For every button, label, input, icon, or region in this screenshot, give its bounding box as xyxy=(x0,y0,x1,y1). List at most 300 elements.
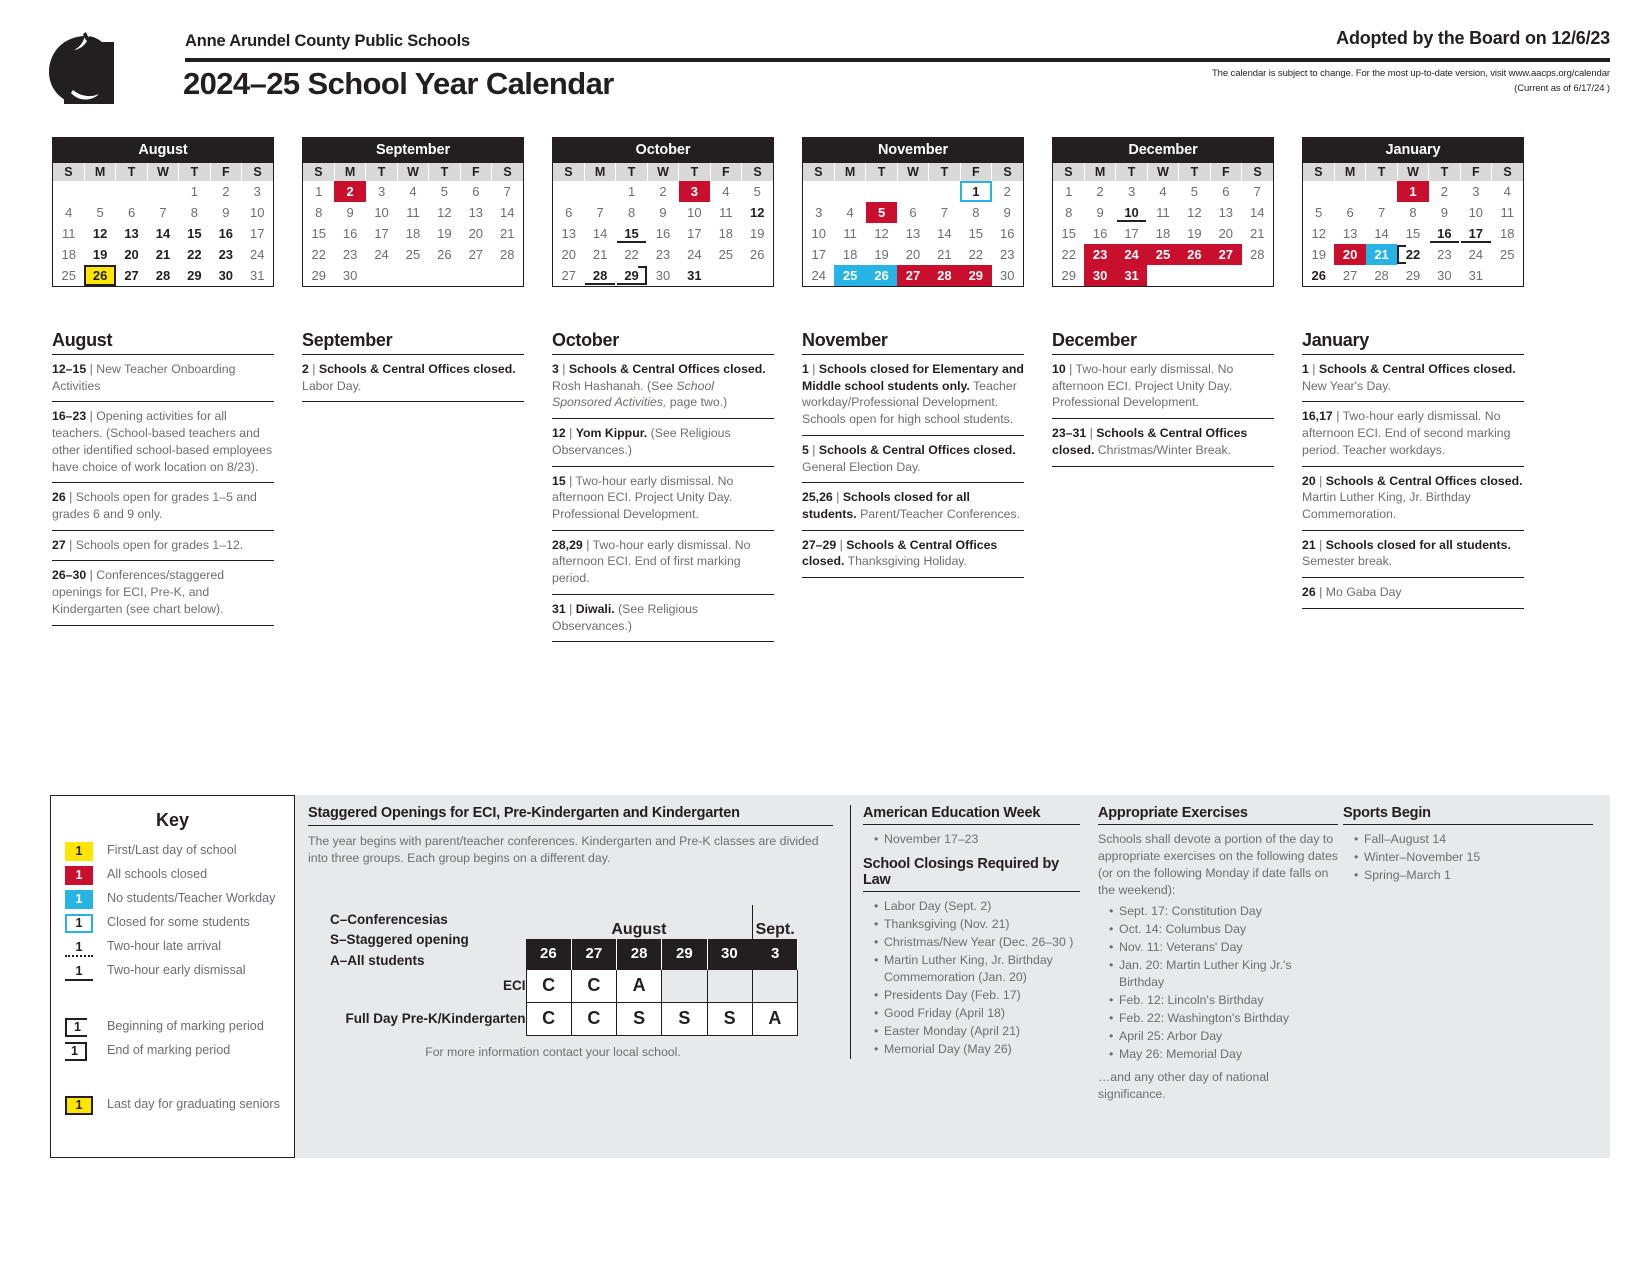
day-cell[interactable] xyxy=(803,202,834,223)
day-cell[interactable] xyxy=(1366,202,1397,223)
day-number: 19 xyxy=(1187,226,1202,241)
week-row xyxy=(53,244,273,265)
staggered-month-header: August xyxy=(611,921,667,938)
week-row xyxy=(1303,223,1523,244)
notes-month-heading: November xyxy=(802,330,888,350)
day-cell[interactable] xyxy=(1147,181,1178,202)
month-name-header: November xyxy=(803,138,1023,163)
day-cell[interactable] xyxy=(242,244,273,265)
day-cell[interactable] xyxy=(897,265,928,286)
spacer-cell xyxy=(308,905,526,939)
day-number: 10 xyxy=(1468,205,1484,220)
day-number: 19 xyxy=(92,247,108,262)
day-number: 8 xyxy=(190,205,199,220)
key-swatch: 1 xyxy=(65,866,93,885)
day-cell[interactable] xyxy=(1084,181,1115,202)
day-cell[interactable] xyxy=(366,223,397,244)
day-cell[interactable] xyxy=(1210,202,1241,223)
weekday-header: S xyxy=(742,163,773,181)
day-cell[interactable] xyxy=(147,202,178,223)
day-cell[interactable] xyxy=(147,223,178,244)
american-education-week-item: • November 17–23 xyxy=(884,831,1080,848)
day-cell[interactable] xyxy=(803,265,834,286)
day-cell[interactable] xyxy=(1397,223,1428,244)
calendar-note-item: 16–23 | Opening activities for all teachers. (School-based teachers and other identified school-based employees have choice of work location on 8/23). xyxy=(52,401,274,482)
day-cell[interactable] xyxy=(647,244,678,265)
day-number: 12 xyxy=(1311,226,1326,241)
day-cell[interactable] xyxy=(834,265,865,286)
day-cell[interactable] xyxy=(1460,181,1491,202)
day-number: 14 xyxy=(1374,226,1389,241)
weekday-header: M xyxy=(584,163,615,181)
week-row xyxy=(803,181,1023,202)
day-cell[interactable] xyxy=(179,181,210,202)
day-cell[interactable] xyxy=(1460,223,1491,244)
key-swatch: 1 xyxy=(65,1018,87,1037)
staggered-row-label: Full Day Pre-K/Kindergarten xyxy=(345,1011,526,1026)
day-cell[interactable] xyxy=(553,265,584,286)
day-cell[interactable] xyxy=(179,265,210,286)
day-cell[interactable] xyxy=(84,223,115,244)
week-row xyxy=(553,244,773,265)
day-cell[interactable] xyxy=(616,244,647,265)
month-name-header: August xyxy=(53,138,273,163)
day-cell[interactable] xyxy=(1429,181,1460,202)
day-cell[interactable] xyxy=(366,244,397,265)
day-cell[interactable] xyxy=(929,202,960,223)
calendar-note-item: 15 | Two-hour early dismissal. No afternoon ECI. Project Unity Day. Professional Development. xyxy=(552,466,774,530)
day-cell[interactable] xyxy=(866,202,897,223)
day-cell[interactable] xyxy=(1460,202,1491,223)
day-cell[interactable] xyxy=(1242,244,1273,265)
day-cell[interactable] xyxy=(53,223,84,244)
day-cell[interactable] xyxy=(366,202,397,223)
day-cell[interactable] xyxy=(584,202,615,223)
day-cell[interactable] xyxy=(492,202,523,223)
day-cell[interactable] xyxy=(1242,202,1273,223)
day-cell[interactable] xyxy=(303,244,334,265)
day-cell[interactable] xyxy=(1210,181,1241,202)
day-cell[interactable] xyxy=(210,265,241,286)
day-cell[interactable] xyxy=(647,265,678,286)
day-cell[interactable] xyxy=(1116,181,1147,202)
day-cell[interactable] xyxy=(647,223,678,244)
day-cell[interactable] xyxy=(834,223,865,244)
day-number: 24 xyxy=(1116,244,1147,265)
key-label: End of marking period xyxy=(107,1043,231,1057)
day-cell[interactable] xyxy=(397,223,428,244)
day-number: 6 xyxy=(127,205,136,220)
day-cell[interactable] xyxy=(992,265,1023,286)
day-cell[interactable] xyxy=(584,265,615,286)
weekday-header: S xyxy=(303,163,334,181)
day-number: 26 xyxy=(866,265,897,286)
weekday-header: S xyxy=(1492,163,1523,181)
day-cell[interactable] xyxy=(1147,223,1178,244)
day-cell[interactable] xyxy=(803,244,834,265)
day-cell[interactable] xyxy=(397,202,428,223)
day-cell[interactable] xyxy=(742,223,773,244)
day-cell[interactable] xyxy=(1084,202,1115,223)
key-swatch: 1 xyxy=(65,1042,87,1061)
day-number: 19 xyxy=(1311,247,1326,262)
calendar-note-item: 26 | Mo Gaba Day xyxy=(1302,577,1524,609)
day-cell[interactable] xyxy=(366,181,397,202)
day-cell[interactable] xyxy=(1303,223,1334,244)
notes-month-heading: October xyxy=(552,330,619,350)
day-cell[interactable] xyxy=(1397,181,1428,202)
calendar-note-item: 20 | Schools & Central Offices closed. Martin Luther King, Jr. Birthday Commemoration. xyxy=(1302,466,1524,530)
weekday-header: S xyxy=(1303,163,1334,181)
key-title: Key xyxy=(155,810,190,830)
day-cell[interactable] xyxy=(1084,244,1115,265)
day-cell[interactable] xyxy=(866,265,897,286)
day-cell[interactable] xyxy=(334,244,365,265)
day-number: 10 xyxy=(374,205,389,220)
week-row xyxy=(803,223,1023,244)
day-cell[interactable] xyxy=(397,181,428,202)
day-cell[interactable] xyxy=(397,244,428,265)
day-cell[interactable] xyxy=(616,223,647,244)
day-cell[interactable] xyxy=(679,244,710,265)
day-cell[interactable] xyxy=(1492,202,1523,223)
day-number: 30 xyxy=(1437,268,1452,283)
day-cell[interactable] xyxy=(84,265,115,286)
day-cell[interactable] xyxy=(1179,244,1210,265)
day-number: 25 xyxy=(1500,247,1515,262)
day-number: 2 xyxy=(1003,184,1011,199)
day-cell[interactable] xyxy=(1334,202,1365,223)
day-number: 8 xyxy=(627,205,636,220)
day-cell[interactable] xyxy=(960,244,991,265)
day-cell[interactable] xyxy=(834,244,865,265)
day-cell[interactable] xyxy=(1053,244,1084,265)
day-cell[interactable] xyxy=(929,244,960,265)
calendar-note-item: 2 | Schools & Central Offices closed. Labor Day. xyxy=(302,354,524,402)
spacer-cell xyxy=(308,939,526,969)
day-cell[interactable] xyxy=(960,223,991,244)
day-number: 1 xyxy=(315,184,323,199)
day-number: 15 xyxy=(1061,226,1076,241)
day-cell[interactable] xyxy=(710,181,741,202)
day-number: 9 xyxy=(346,205,354,220)
day-cell[interactable] xyxy=(242,202,273,223)
day-cell[interactable] xyxy=(303,265,334,286)
day-cell[interactable] xyxy=(960,181,991,202)
day-cell[interactable] xyxy=(147,244,178,265)
day-cell[interactable] xyxy=(1366,265,1397,286)
day-cell[interactable] xyxy=(116,202,147,223)
day-cell[interactable] xyxy=(460,244,491,265)
staggered-cell: S xyxy=(662,1002,707,1035)
day-cell[interactable] xyxy=(1334,223,1365,244)
day-cell[interactable] xyxy=(1084,223,1115,244)
day-cell[interactable] xyxy=(1053,181,1084,202)
day-cell[interactable] xyxy=(84,244,115,265)
day-cell[interactable] xyxy=(84,202,115,223)
day-cell[interactable] xyxy=(116,265,147,286)
day-cell[interactable] xyxy=(303,202,334,223)
day-cell[interactable] xyxy=(1334,244,1365,265)
day-cell[interactable] xyxy=(1397,244,1428,265)
day-number: 21 xyxy=(1366,244,1397,265)
day-number: 29 xyxy=(1405,268,1421,283)
empty-day-cell xyxy=(929,181,960,202)
day-cell[interactable] xyxy=(1179,181,1210,202)
calendar-note-item: 12–15 | New Teacher Onboarding Activities xyxy=(52,354,274,401)
day-cell[interactable] xyxy=(1242,181,1273,202)
day-cell[interactable] xyxy=(553,202,584,223)
day-cell[interactable] xyxy=(710,223,741,244)
day-cell[interactable] xyxy=(1492,181,1523,202)
day-cell[interactable] xyxy=(116,223,147,244)
day-cell[interactable] xyxy=(897,223,928,244)
notes-month-heading: December xyxy=(1052,330,1137,350)
day-cell[interactable] xyxy=(1492,244,1523,265)
key-row xyxy=(65,961,294,985)
day-cell[interactable] xyxy=(460,223,491,244)
day-cell[interactable] xyxy=(679,265,710,286)
day-cell[interactable] xyxy=(210,223,241,244)
day-cell[interactable] xyxy=(1116,265,1147,286)
day-cell[interactable] xyxy=(116,244,147,265)
day-cell[interactable] xyxy=(897,202,928,223)
day-cell[interactable] xyxy=(1116,202,1147,223)
day-cell[interactable] xyxy=(679,181,710,202)
day-cell[interactable] xyxy=(179,223,210,244)
day-cell[interactable] xyxy=(334,223,365,244)
day-cell[interactable] xyxy=(616,265,647,286)
day-cell[interactable] xyxy=(242,265,273,286)
day-cell[interactable] xyxy=(1429,265,1460,286)
day-number: 5 xyxy=(753,184,761,199)
day-cell[interactable] xyxy=(553,223,584,244)
day-cell[interactable] xyxy=(584,244,615,265)
day-number: 2 xyxy=(222,184,230,199)
page-header xyxy=(40,28,1610,120)
day-number: 25 xyxy=(1147,244,1178,265)
american-education-week-title: American Education Week xyxy=(863,805,1080,825)
day-number: 21 xyxy=(500,226,515,241)
day-number: 14 xyxy=(1250,205,1265,220)
day-cell[interactable] xyxy=(429,202,460,223)
day-cell[interactable] xyxy=(742,181,773,202)
day-cell[interactable] xyxy=(492,181,523,202)
day-cell[interactable] xyxy=(1366,223,1397,244)
day-cell[interactable] xyxy=(992,202,1023,223)
day-number: 30 xyxy=(1000,268,1015,283)
day-cell[interactable] xyxy=(53,202,84,223)
day-cell[interactable] xyxy=(584,223,615,244)
day-cell[interactable] xyxy=(1116,244,1147,265)
day-cell[interactable] xyxy=(1334,265,1365,286)
staggered-legend-line: C–Conferencesias xyxy=(330,912,448,927)
staggered-openings-table xyxy=(308,905,798,1036)
day-cell[interactable] xyxy=(647,202,678,223)
day-number: 31 xyxy=(1468,268,1484,283)
month-day-table xyxy=(803,163,1023,286)
staggered-day-number: 3 xyxy=(752,939,797,969)
month-name-header: January xyxy=(1303,138,1523,163)
day-cell[interactable] xyxy=(429,181,460,202)
month-name-header: September xyxy=(303,138,523,163)
day-cell[interactable] xyxy=(866,223,897,244)
notes-month-heading: August xyxy=(52,330,113,350)
day-cell[interactable] xyxy=(1303,202,1334,223)
day-cell[interactable] xyxy=(929,223,960,244)
day-number: 19 xyxy=(437,226,452,241)
calendar-note-item: 12 | Yom Kippur. (See Religious Observances.) xyxy=(552,418,774,465)
day-cell[interactable] xyxy=(1084,265,1115,286)
day-cell[interactable] xyxy=(1429,244,1460,265)
day-cell[interactable] xyxy=(616,181,647,202)
day-number: 4 xyxy=(409,184,417,199)
day-cell[interactable] xyxy=(553,244,584,265)
week-row xyxy=(303,181,523,202)
day-number: 16 xyxy=(1092,226,1108,241)
day-number: 3 xyxy=(815,205,823,220)
day-cell[interactable] xyxy=(1460,265,1491,286)
day-cell[interactable] xyxy=(679,223,710,244)
day-cell[interactable] xyxy=(1303,265,1334,286)
day-cell[interactable] xyxy=(960,265,991,286)
day-cell[interactable] xyxy=(179,202,210,223)
day-cell[interactable] xyxy=(210,181,241,202)
staggered-day-number: 30 xyxy=(707,939,752,969)
weekday-header: S xyxy=(492,163,523,181)
day-cell[interactable] xyxy=(334,265,365,286)
day-cell[interactable] xyxy=(1242,223,1273,244)
day-cell[interactable] xyxy=(834,202,865,223)
day-cell[interactable] xyxy=(1460,244,1491,265)
day-cell[interactable] xyxy=(1210,223,1241,244)
day-cell[interactable] xyxy=(992,244,1023,265)
day-cell[interactable] xyxy=(429,244,460,265)
day-number: 15 xyxy=(968,226,984,241)
weekday-header: T xyxy=(366,163,397,181)
day-cell[interactable] xyxy=(1179,202,1210,223)
day-cell[interactable] xyxy=(1053,202,1084,223)
day-number: 4 xyxy=(1159,184,1167,199)
day-cell[interactable] xyxy=(303,181,334,202)
day-cell[interactable] xyxy=(1429,223,1460,244)
day-cell[interactable] xyxy=(53,265,84,286)
day-cell[interactable] xyxy=(210,202,241,223)
day-cell[interactable] xyxy=(742,244,773,265)
day-cell[interactable] xyxy=(210,244,241,265)
day-number: 22 xyxy=(624,247,639,262)
day-number: 16 xyxy=(218,226,234,241)
day-cell[interactable] xyxy=(1147,202,1178,223)
day-cell[interactable] xyxy=(242,181,273,202)
day-cell[interactable] xyxy=(460,181,491,202)
adopted-by-board: Adopted by the Board on 12/6/23 xyxy=(1336,28,1610,48)
appropriate-exercises-footer: …and any other day of national significance. xyxy=(1098,1069,1269,1101)
day-cell[interactable] xyxy=(1303,244,1334,265)
weekday-header: T xyxy=(679,163,710,181)
day-cell[interactable] xyxy=(334,202,365,223)
day-cell[interactable] xyxy=(960,202,991,223)
empty-day-cell xyxy=(1242,265,1273,286)
day-cell[interactable] xyxy=(1179,223,1210,244)
day-cell[interactable] xyxy=(1397,202,1428,223)
day-cell[interactable] xyxy=(1053,223,1084,244)
day-cell[interactable] xyxy=(992,181,1023,202)
day-number: 9 xyxy=(659,205,667,220)
week-row xyxy=(53,265,273,286)
american-education-week-body xyxy=(863,825,1080,848)
day-cell[interactable] xyxy=(866,244,897,265)
weekday-header: W xyxy=(147,163,178,181)
month-grid-november xyxy=(802,137,1024,287)
key-row xyxy=(65,841,294,865)
day-cell[interactable] xyxy=(303,223,334,244)
mini-calendar xyxy=(302,137,524,287)
day-cell[interactable] xyxy=(1429,202,1460,223)
day-cell[interactable] xyxy=(992,223,1023,244)
day-cell[interactable] xyxy=(53,244,84,265)
day-number: 1 xyxy=(1065,184,1073,199)
day-number: 9 xyxy=(1440,205,1449,220)
day-cell[interactable] xyxy=(710,202,741,223)
day-cell[interactable] xyxy=(647,181,678,202)
appropriate-exercise-item: • Feb. 12: Lincoln's Birthday xyxy=(1119,992,1338,1009)
day-cell[interactable] xyxy=(929,265,960,286)
weekday-header: T xyxy=(929,163,960,181)
key-label: No students/Teacher Workday xyxy=(107,891,276,905)
day-cell[interactable] xyxy=(1366,244,1397,265)
day-number: 8 xyxy=(972,205,980,220)
day-cell[interactable] xyxy=(1053,265,1084,286)
day-number: 31 xyxy=(687,268,702,283)
weekday-header: W xyxy=(1147,163,1178,181)
day-cell[interactable] xyxy=(492,244,523,265)
month-notes-september xyxy=(302,330,524,402)
day-number: 24 xyxy=(1468,247,1484,262)
weekday-header: S xyxy=(1242,163,1273,181)
day-number: 27 xyxy=(561,268,576,283)
day-cell[interactable] xyxy=(803,223,834,244)
day-cell[interactable] xyxy=(242,223,273,244)
empty-day-cell xyxy=(897,181,928,202)
day-cell[interactable] xyxy=(710,244,741,265)
day-number: 7 xyxy=(940,205,949,220)
weekday-header: F xyxy=(460,163,491,181)
day-number: 12 xyxy=(437,205,452,220)
day-cell[interactable] xyxy=(679,202,710,223)
day-cell[interactable] xyxy=(742,202,773,223)
week-row xyxy=(303,223,523,244)
day-cell[interactable] xyxy=(460,202,491,223)
day-number: 7 xyxy=(596,205,604,220)
day-number: 10 xyxy=(1116,202,1147,223)
day-cell[interactable] xyxy=(897,244,928,265)
day-cell[interactable] xyxy=(179,244,210,265)
day-cell[interactable] xyxy=(147,265,178,286)
day-cell[interactable] xyxy=(429,223,460,244)
day-cell[interactable] xyxy=(1116,223,1147,244)
day-cell[interactable] xyxy=(616,202,647,223)
day-cell[interactable] xyxy=(492,223,523,244)
day-cell[interactable] xyxy=(1397,265,1428,286)
day-number: 29 xyxy=(1061,268,1076,283)
day-cell[interactable] xyxy=(1147,244,1178,265)
day-number: 1 xyxy=(627,184,636,199)
day-cell[interactable] xyxy=(1492,223,1523,244)
day-cell[interactable] xyxy=(334,181,365,202)
day-cell[interactable] xyxy=(1210,244,1241,265)
subject-to-change-note: The calendar is subject to change. For the most up-to-date version, visit www.aacps.org/calendar xyxy=(1211,68,1610,79)
